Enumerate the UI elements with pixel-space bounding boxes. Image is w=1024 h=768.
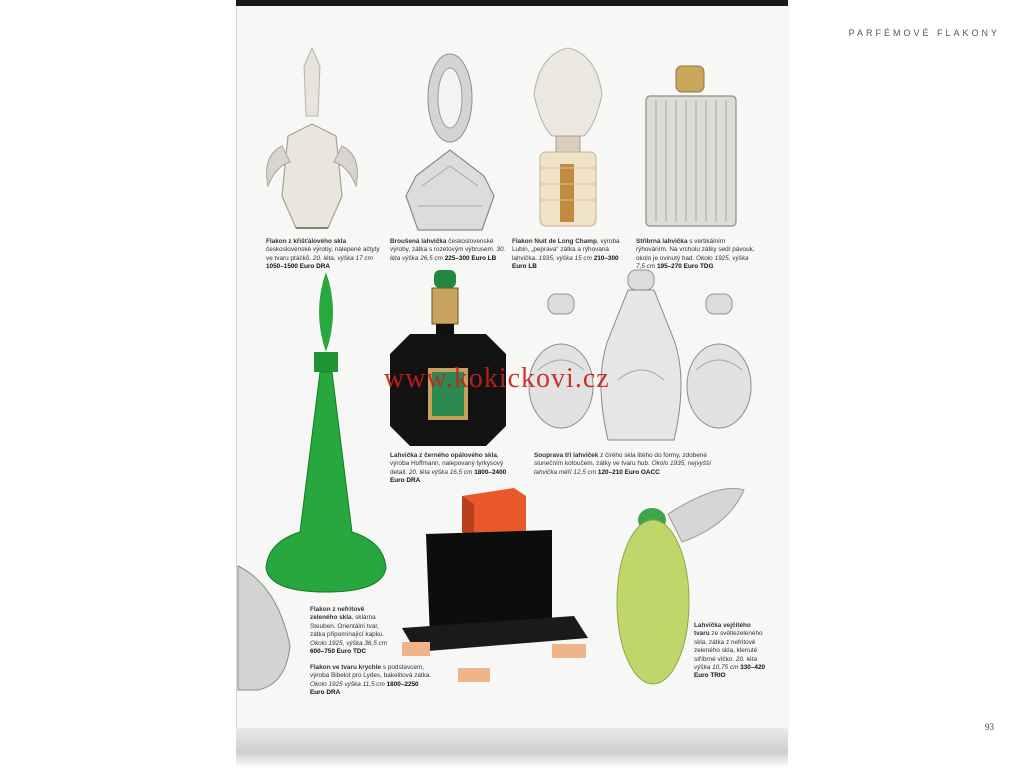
caption-cut-glass-bottle: Broušená lahvička československé výroby, zátka s rozetovým výbrusem. 30. léta výška 26,5 cm 225–300 Euro LB: [390, 238, 506, 262]
three-bottle-set-image: [528, 270, 754, 450]
caption-jade-green-flacon: Flakon z nefritově zeleného skla, sklárna Steuben. Orientální tvar, zátka připomínající kapku. Okolo 1925, výška 36,5 cm 600–750 Euro TDC: [310, 606, 388, 656]
page-bottom-fold: [236, 728, 788, 768]
nuit-de-long-champ-image: [526, 44, 610, 230]
cube-bottle-image: [402, 488, 588, 684]
partial-cut-glass-bottle-image: [238, 566, 294, 690]
top-edge-shadow: [236, 0, 788, 6]
black-opal-bottle-image: [390, 270, 506, 448]
crystal-flacon-birds-image: [262, 46, 362, 236]
watermark: www.kokickovi.cz: [384, 363, 610, 394]
silver-bottle-image: [640, 66, 740, 230]
caption-black-opal-bottle: Lahvička z černého opálového skla, výroba Hoffmann, nalepovaný tyrkysový detail. 20. léta výška 16,5 cm 1800–2400 Euro DRA: [390, 452, 507, 485]
caption-silver-bottle: Stříbrná lahvička s vertikálním rýhováním. Na vrcholu zátky sedí pávouk, okolo je ovinutý had. Okolo 1925, výška 7,5 cm 195–270 Euro TDG: [636, 238, 755, 271]
caption-nuit-de-long-champ: Flakon Nuit de Long Champ, výroba Lubin, „peprava“ zátka a rýhovaná lahvička. 1935, výška 15 cm 210–300 Euro LB: [512, 238, 620, 271]
cut-glass-bottle-image: [402, 46, 498, 232]
section-header: PARFÉMOVÉ FLAKONY: [848, 28, 1000, 38]
jade-green-flacon-image: [264, 272, 390, 602]
caption-three-bottle-set: Souprava tří lahviček z čirého skla litého do formy, zdobené slunečním kotoučem, zátky ve tvaru hub. Okolo 1935, nejvyšší lahvička měří 12,5 cm 120–210 Euro OACC: [534, 452, 711, 476]
caption-crystal-flacon: Flakon z křišťálového skla československé výroby, nalepené ačtyty ve tvaru ptáčků. 20. léta, výška 17 cm 1050–1500 Euro DRA: [266, 238, 380, 271]
caption-cube-bottle: Flakon ve tvaru krychle s podstavcem, výroba Bibelot pro Lydes, bakelitová zátka. Okolo 1925 výška 11,5 cm 1800–2250 Euro DRA: [310, 664, 432, 697]
scan-margin: [0, 0, 236, 768]
caption-egg-shaped-lime-bottle: Lahvička vejčitého tvaru ze světlezeleného skla, zátka z nefritově zeleného skla, klenuté stříbrné víčko. 20. léta výška 10,75 cm 330–420 Euro TRIO: [694, 622, 766, 680]
page-number: 93: [985, 722, 994, 732]
